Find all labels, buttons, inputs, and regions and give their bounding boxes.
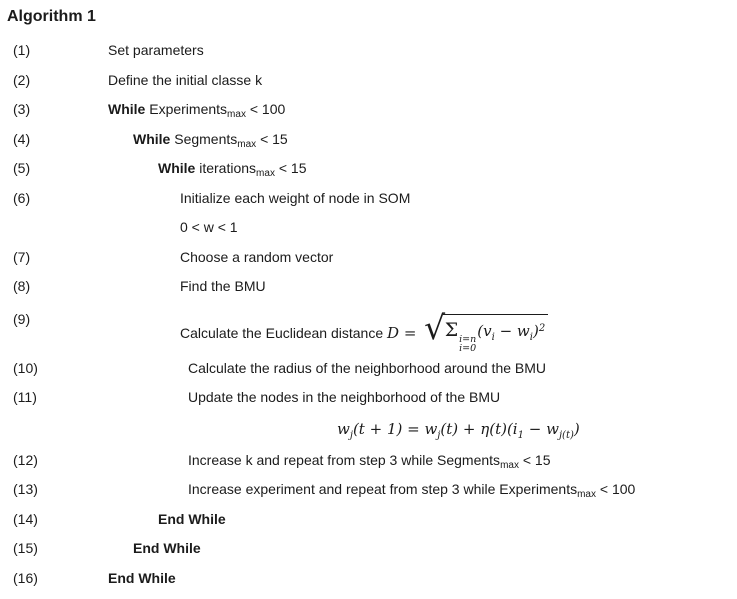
text-segment: j <box>437 430 440 441</box>
step-content <box>108 101 285 123</box>
text-segment: Initialize each weight of node in SOM <box>180 190 410 206</box>
text-segment: Calculate the radius of the neighborhood around the BMU <box>188 360 546 376</box>
step-number: (13) <box>13 481 38 498</box>
text-segment: < 100 <box>246 101 285 117</box>
step-content <box>108 570 176 587</box>
algorithm-step <box>0 278 737 308</box>
step-content <box>188 452 551 474</box>
text-segment: max <box>500 460 519 471</box>
algorithm-step <box>0 389 737 419</box>
step-content <box>180 219 238 236</box>
text-segment: End While <box>158 511 226 527</box>
text-segment: While <box>133 131 174 147</box>
step-content <box>108 72 262 89</box>
step-number: (10) <box>13 360 38 377</box>
text-segment: While <box>158 160 199 176</box>
algorithm-step <box>0 101 737 131</box>
algorithm-step <box>0 540 737 570</box>
text-segment: i <box>492 332 495 343</box>
text-segment: Define the initial classe k <box>108 72 262 88</box>
step-content <box>188 360 546 377</box>
text-segment: iterations <box>199 160 256 176</box>
text-segment: i <box>530 332 533 343</box>
step-number: (12) <box>13 452 38 469</box>
text-segment: Increase experiment and repeat from step 3 while Experiments <box>188 481 577 497</box>
algorithm-step <box>0 219 737 249</box>
text-segment: D <box>387 324 399 342</box>
text-segment: 2 <box>539 323 545 334</box>
text-segment: (t) + η(t)(i <box>440 420 517 438</box>
text-segment: = <box>399 324 421 342</box>
algorithm-step <box>0 419 737 452</box>
radical-sign-icon: √ <box>424 314 445 341</box>
step-content <box>180 278 266 295</box>
text-segment: max <box>237 139 256 150</box>
step-content <box>133 540 201 557</box>
step-number: (14) <box>13 511 38 528</box>
text-segment: ) <box>574 420 580 438</box>
algorithm-step <box>0 481 737 511</box>
algorithm-steps <box>0 42 737 599</box>
text-segment: (t + 1) = w <box>353 420 437 438</box>
step-content <box>180 249 333 266</box>
step-number: (3) <box>13 101 30 118</box>
text-segment: Set parameters <box>108 42 204 58</box>
algorithm-step <box>0 570 737 599</box>
text-segment: Increase k and repeat from step 3 while Segments <box>188 452 500 468</box>
step-content <box>337 421 580 444</box>
step-content <box>108 42 204 59</box>
text-segment: < 15 <box>275 160 307 176</box>
text-segment: Experiments <box>149 101 227 117</box>
text-segment: Σ <box>445 319 458 341</box>
step-content <box>180 314 548 355</box>
text-segment: w <box>337 420 350 438</box>
sum-limits <box>459 335 476 355</box>
sqrt-radical <box>424 314 548 355</box>
step-content <box>158 160 306 182</box>
algorithm-step <box>0 72 737 102</box>
step-number: (9) <box>13 311 30 328</box>
text-segment: End While <box>108 570 176 586</box>
step-number: (16) <box>13 570 38 587</box>
algorithm-step <box>0 160 737 190</box>
text-segment: < 15 <box>519 452 551 468</box>
step-content <box>158 511 226 528</box>
algorithm-step <box>0 190 737 220</box>
algorithm-step <box>0 511 737 541</box>
text-segment: < 100 <box>596 481 635 497</box>
step-number: (7) <box>13 249 30 266</box>
step-number: (1) <box>13 42 30 59</box>
step-number: (8) <box>13 278 30 295</box>
step-content <box>188 481 635 503</box>
step-content <box>188 389 500 406</box>
text-segment: < 15 <box>256 131 288 147</box>
algorithm-step <box>0 42 737 72</box>
text-segment: Find the BMU <box>180 278 266 294</box>
algorithm-step <box>0 249 737 279</box>
text-segment: Update the nodes in the neighborhood of the BMU <box>188 389 500 405</box>
text-segment: j <box>350 430 353 441</box>
algorithm-step <box>0 131 737 161</box>
text-segment: max <box>227 109 246 120</box>
step-number: (11) <box>13 389 37 406</box>
sum-upper-limit: i=n <box>459 335 476 345</box>
text-segment: Segments <box>174 131 237 147</box>
step-content <box>133 131 288 153</box>
algorithm-step <box>0 452 737 482</box>
text-segment: − w <box>524 420 559 438</box>
step-content <box>180 190 410 207</box>
text-segment: max <box>256 168 275 179</box>
text-segment: Calculate the Euclidean distance <box>180 325 387 341</box>
text-segment: − w <box>495 322 530 340</box>
text-segment: 0 < w < 1 <box>180 219 238 235</box>
algorithm-title: Algorithm 1 <box>7 8 737 26</box>
text-segment: 1 <box>518 430 524 441</box>
sum-lower-limit: i=0 <box>459 344 476 354</box>
algorithm-step <box>0 360 737 390</box>
text-segment: max <box>577 489 596 500</box>
algorithm-step <box>0 308 737 360</box>
text-segment: While <box>108 101 149 117</box>
text-segment: End While <box>133 540 201 556</box>
text-segment: j(t) <box>559 430 574 441</box>
text-segment: (v <box>477 322 491 340</box>
text-segment: Choose a random vector <box>180 249 333 265</box>
step-number: (4) <box>13 131 30 148</box>
radicand <box>443 314 548 355</box>
step-number: (15) <box>13 540 38 557</box>
step-number: (2) <box>13 72 30 89</box>
step-number: (6) <box>13 190 30 207</box>
step-number: (5) <box>13 160 30 177</box>
text-segment: ) <box>533 322 539 340</box>
